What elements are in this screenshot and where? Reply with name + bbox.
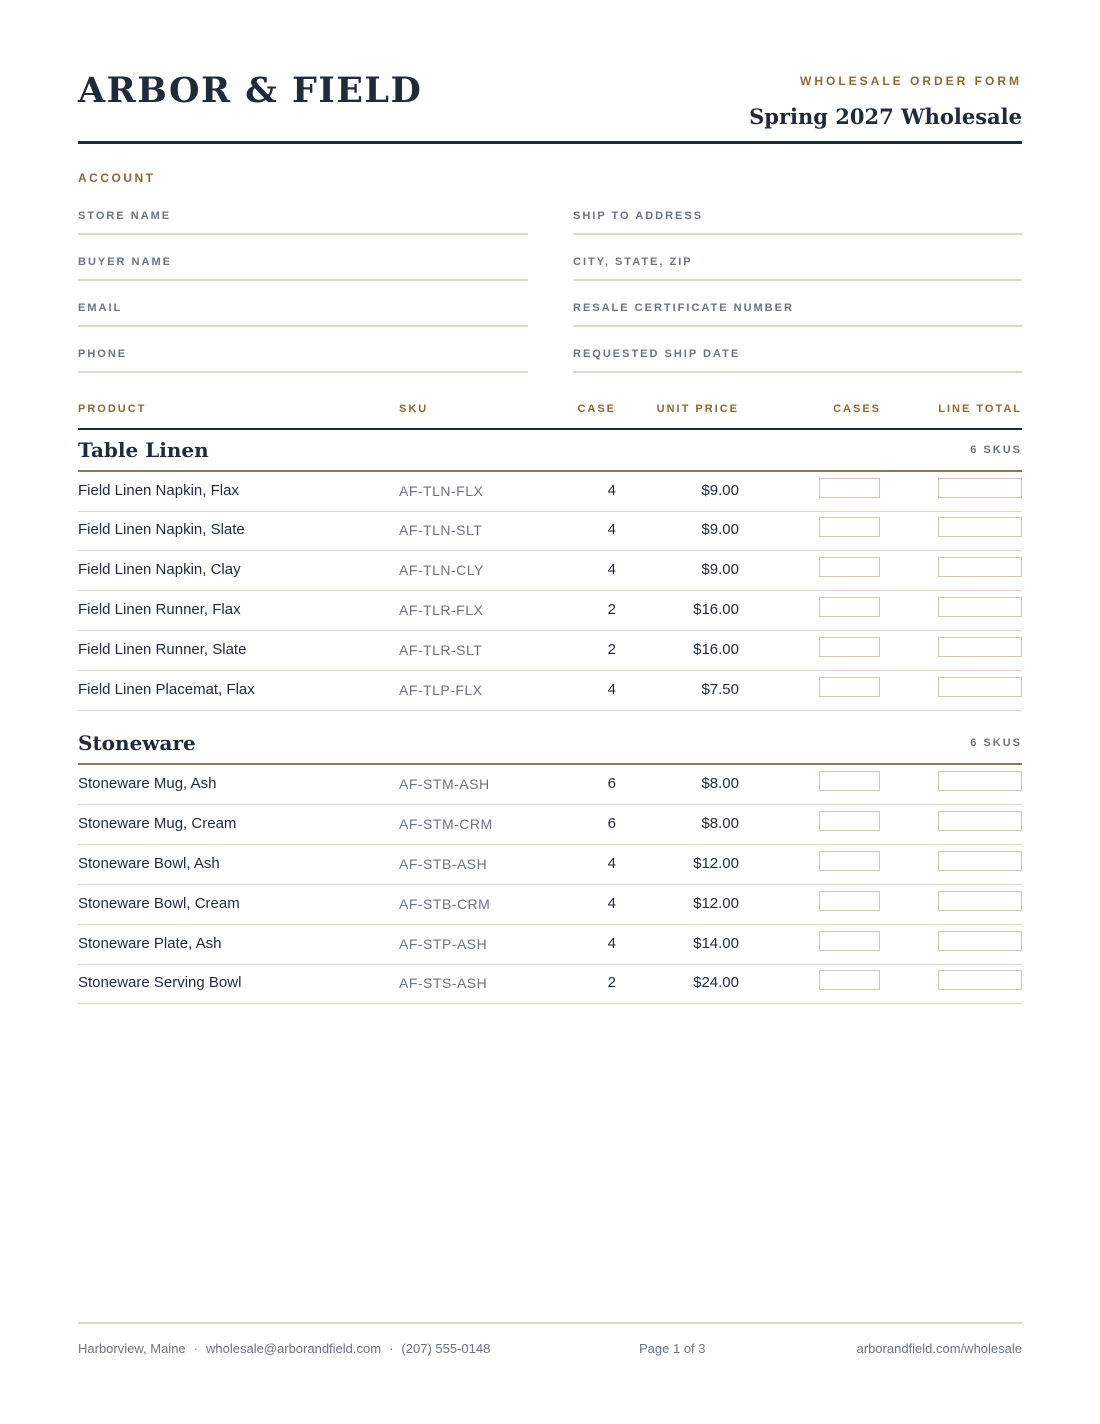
- line-total-input[interactable]: [938, 811, 1022, 831]
- product-sku: AF-TLR-FLX: [399, 602, 484, 618]
- ship-to-address-label: SHIP TO ADDRESS: [573, 210, 704, 222]
- cases-input[interactable]: [819, 970, 880, 990]
- category-sku-count: 6 SKUS: [970, 444, 1022, 456]
- form-title: Spring 2027 Wholesale: [749, 104, 1022, 129]
- requested-ship-date-field[interactable]: [573, 343, 1022, 373]
- product-sku: AF-STM-CRM: [399, 816, 493, 832]
- unit-price: $8.00: [701, 775, 739, 792]
- unit-price: $8.00: [701, 815, 739, 832]
- table-row: [78, 964, 1022, 1004]
- phone-label: PHONE: [78, 348, 128, 360]
- requested-ship-date-label: REQUESTED SHIP DATE: [573, 348, 741, 360]
- city-state-zip-field[interactable]: [573, 251, 1022, 281]
- product-sku: AF-TLP-FLX: [399, 682, 483, 698]
- city-state-zip-label: CITY, STATE, ZIP: [573, 256, 693, 268]
- product-name: Stoneware Plate, Ash: [78, 935, 222, 952]
- buyer-name-field[interactable]: [78, 251, 528, 281]
- product-name: Stoneware Bowl, Cream: [78, 895, 240, 912]
- table-row: [78, 631, 1022, 671]
- table-row: [78, 472, 1022, 512]
- line-total-input[interactable]: [938, 557, 1022, 577]
- unit-price: $12.00: [693, 895, 739, 912]
- column-sku: SKU: [399, 403, 429, 415]
- page-number: Page 1 of 3: [639, 1341, 706, 1356]
- column-case: CASE: [577, 403, 616, 415]
- product-sku: AF-TLN-CLY: [399, 562, 484, 578]
- email-field[interactable]: [78, 297, 528, 327]
- line-total-input[interactable]: [938, 970, 1022, 990]
- footer-location: Harborview, Maine: [78, 1341, 186, 1356]
- table-row: [78, 845, 1022, 885]
- resale-certificate-label: RESALE CERTIFICATE NUMBER: [573, 302, 794, 314]
- line-total-input[interactable]: [938, 517, 1022, 537]
- product-name: Stoneware Mug, Ash: [78, 775, 217, 792]
- unit-price: $16.00: [693, 641, 739, 658]
- case-pack: 4: [607, 482, 616, 499]
- line-total-input[interactable]: [938, 931, 1022, 951]
- category-sku-count: 6 SKUS: [970, 737, 1022, 749]
- product-sku: AF-TLN-SLT: [399, 522, 483, 538]
- table-row: [78, 591, 1022, 631]
- order-table-header: [78, 400, 1022, 430]
- cases-input[interactable]: [819, 478, 880, 498]
- resale-certificate-field[interactable]: [573, 297, 1022, 327]
- unit-price: $7.50: [701, 681, 739, 698]
- table-row: [78, 551, 1022, 591]
- cases-input[interactable]: [819, 637, 880, 657]
- case-pack: 2: [607, 641, 616, 658]
- cases-input[interactable]: [819, 851, 880, 871]
- line-total-input[interactable]: [938, 677, 1022, 697]
- footer-divider: [78, 1322, 1022, 1324]
- footer-contact: [78, 1341, 490, 1356]
- product-sku: AF-STB-ASH: [399, 856, 488, 872]
- line-total-input[interactable]: [938, 891, 1022, 911]
- separator-dot: ·: [193, 1341, 198, 1356]
- case-pack: 4: [607, 521, 616, 538]
- category-name: Table Linen: [78, 438, 209, 462]
- line-total-input[interactable]: [938, 637, 1022, 657]
- case-pack: 2: [607, 974, 616, 991]
- email-label: EMAIL: [78, 302, 123, 314]
- separator-dot: ·: [389, 1341, 394, 1356]
- case-pack: 4: [607, 681, 616, 698]
- store-name-field[interactable]: [78, 205, 528, 235]
- table-row: [78, 925, 1022, 965]
- footer-phone: (207) 555-0148: [401, 1341, 491, 1356]
- cases-input[interactable]: [819, 597, 880, 617]
- product-sku: AF-STS-ASH: [399, 975, 488, 991]
- header-divider: [78, 141, 1022, 144]
- column-cases: CASES: [833, 403, 881, 415]
- cases-input[interactable]: [819, 517, 880, 537]
- product-name: Field Linen Runner, Slate: [78, 641, 247, 658]
- product-name: Field Linen Napkin, Clay: [78, 561, 241, 578]
- table-row: [78, 805, 1022, 845]
- case-pack: 4: [607, 855, 616, 872]
- ship-to-address-field[interactable]: [573, 205, 1022, 235]
- footer-email[interactable]: wholesale@arborandfield.com: [206, 1341, 382, 1356]
- case-pack: 6: [607, 815, 616, 832]
- case-pack: 6: [607, 775, 616, 792]
- cases-input[interactable]: [819, 811, 880, 831]
- cases-input[interactable]: [819, 771, 880, 791]
- category-header-table-linen: [78, 430, 1022, 472]
- unit-price: $9.00: [701, 482, 739, 499]
- table-row: [78, 511, 1022, 551]
- unit-price: $24.00: [693, 974, 739, 991]
- footer-website-link[interactable]: arborandfield.com/wholesale: [856, 1341, 1022, 1356]
- buyer-name-label: BUYER NAME: [78, 256, 172, 268]
- line-total-input[interactable]: [938, 851, 1022, 871]
- store-name-label: STORE NAME: [78, 210, 172, 222]
- category-name: Stoneware: [78, 731, 196, 755]
- case-pack: 4: [607, 561, 616, 578]
- unit-price: $9.00: [701, 521, 739, 538]
- cases-input[interactable]: [819, 557, 880, 577]
- brand-logo: ARBOR & FIELD: [78, 70, 423, 111]
- category-header-stoneware: [78, 723, 1022, 765]
- line-total-input[interactable]: [938, 771, 1022, 791]
- column-line-total: LINE TOTAL: [938, 403, 1022, 415]
- product-sku: AF-STM-ASH: [399, 776, 490, 792]
- column-product: PRODUCT: [78, 403, 147, 415]
- unit-price: $9.00: [701, 561, 739, 578]
- product-sku: AF-TLN-FLX: [399, 483, 484, 499]
- cases-input[interactable]: [819, 891, 880, 911]
- product-name: Field Linen Placemat, Flax: [78, 681, 255, 698]
- account-section-label: ACCOUNT: [78, 171, 156, 185]
- table-row: [78, 885, 1022, 925]
- table-row: [78, 671, 1022, 711]
- product-name: Stoneware Bowl, Ash: [78, 855, 220, 872]
- product-sku: AF-STP-ASH: [399, 936, 488, 952]
- table-row: [78, 765, 1022, 805]
- product-name: Field Linen Napkin, Slate: [78, 521, 245, 538]
- product-name: Field Linen Napkin, Flax: [78, 482, 239, 499]
- cases-input[interactable]: [819, 931, 880, 951]
- line-total-input[interactable]: [938, 597, 1022, 617]
- unit-price: $16.00: [693, 601, 739, 618]
- case-pack: 4: [607, 895, 616, 912]
- line-total-input[interactable]: [938, 478, 1022, 498]
- case-pack: 4: [607, 935, 616, 952]
- product-name: Stoneware Mug, Cream: [78, 815, 237, 832]
- phone-field[interactable]: [78, 343, 528, 373]
- unit-price: $12.00: [693, 855, 739, 872]
- product-sku: AF-TLR-SLT: [399, 642, 483, 658]
- case-pack: 2: [607, 601, 616, 618]
- product-sku: AF-STB-CRM: [399, 896, 491, 912]
- product-name: Stoneware Serving Bowl: [78, 974, 242, 991]
- form-type-label: WHOLESALE ORDER FORM: [800, 74, 1022, 88]
- product-name: Field Linen Runner, Flax: [78, 601, 241, 618]
- unit-price: $14.00: [693, 935, 739, 952]
- order-form-page: [78, 0, 1022, 1424]
- cases-input[interactable]: [819, 677, 880, 697]
- column-unit-price: UNIT PRICE: [656, 403, 739, 415]
